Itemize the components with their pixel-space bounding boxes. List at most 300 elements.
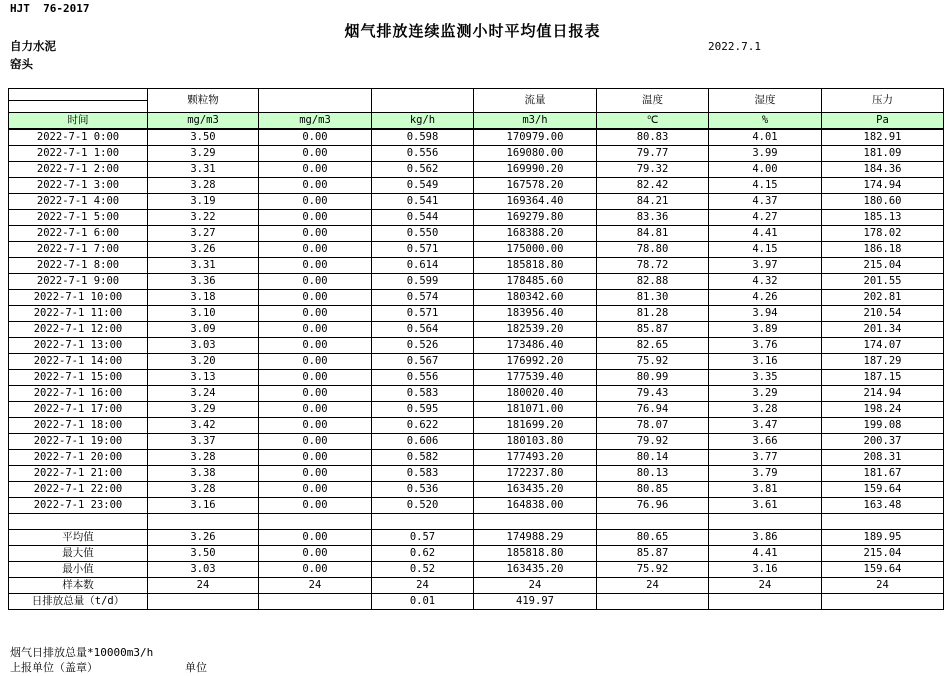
table-row bbox=[9, 386, 944, 402]
table-row bbox=[9, 322, 944, 338]
time-cell: 2022-7-1 16:00 bbox=[9, 386, 148, 402]
value-cell: 176992.20 bbox=[474, 354, 597, 370]
value-cell: 169364.40 bbox=[474, 194, 597, 210]
value-cell: 208.31 bbox=[822, 450, 944, 466]
value-cell: 80.13 bbox=[597, 466, 709, 482]
value-cell: 180342.60 bbox=[474, 290, 597, 306]
value-cell: 82.88 bbox=[597, 274, 709, 290]
value-cell: 4.01 bbox=[709, 129, 822, 146]
time-cell: 2022-7-1 13:00 bbox=[9, 338, 148, 354]
value-cell: 0.00 bbox=[259, 354, 372, 370]
summary-value-cell bbox=[597, 594, 709, 610]
value-cell: 0.564 bbox=[372, 322, 474, 338]
summary-value-cell: 215.04 bbox=[822, 546, 944, 562]
value-cell: 170979.00 bbox=[474, 129, 597, 146]
value-cell: 80.83 bbox=[597, 129, 709, 146]
value-cell: 3.77 bbox=[709, 450, 822, 466]
time-cell: 2022-7-1 22:00 bbox=[9, 482, 148, 498]
value-cell: 0.614 bbox=[372, 258, 474, 274]
value-cell: 182539.20 bbox=[474, 322, 597, 338]
table-row bbox=[9, 162, 944, 178]
time-cell: 2022-7-1 12:00 bbox=[9, 322, 148, 338]
value-cell: 3.89 bbox=[709, 322, 822, 338]
value-cell: 169279.80 bbox=[474, 210, 597, 226]
value-cell: 79.77 bbox=[597, 146, 709, 162]
value-cell: 75.92 bbox=[597, 354, 709, 370]
footer-line bbox=[10, 659, 510, 675]
value-cell: 175000.00 bbox=[474, 242, 597, 258]
summary-value-cell: 189.95 bbox=[822, 530, 944, 546]
value-cell: 3.28 bbox=[148, 450, 259, 466]
value-cell: 3.29 bbox=[148, 402, 259, 418]
unit-pa: Pa bbox=[822, 113, 944, 130]
value-cell: 80.99 bbox=[597, 370, 709, 386]
value-cell: 0.00 bbox=[259, 129, 372, 146]
value-cell: 84.81 bbox=[597, 226, 709, 242]
table-row bbox=[9, 146, 944, 162]
spacer-row bbox=[9, 514, 944, 530]
value-cell: 163435.20 bbox=[474, 482, 597, 498]
value-cell: 85.87 bbox=[597, 322, 709, 338]
summary-row bbox=[9, 530, 944, 546]
summary-value-cell: 24 bbox=[709, 578, 822, 594]
spacer-cell bbox=[474, 514, 597, 530]
table-row bbox=[9, 402, 944, 418]
value-cell: 3.97 bbox=[709, 258, 822, 274]
value-cell: 0.00 bbox=[259, 498, 372, 514]
value-cell: 210.54 bbox=[822, 306, 944, 322]
value-cell: 3.38 bbox=[148, 466, 259, 482]
table-row bbox=[9, 210, 944, 226]
value-cell: 199.08 bbox=[822, 418, 944, 434]
value-cell: 3.47 bbox=[709, 418, 822, 434]
monitoring-table bbox=[8, 88, 944, 610]
value-cell: 3.27 bbox=[148, 226, 259, 242]
value-cell: 0.571 bbox=[372, 242, 474, 258]
value-cell: 3.31 bbox=[148, 258, 259, 274]
summary-label: 平均值 bbox=[9, 530, 148, 546]
value-cell: 76.94 bbox=[597, 402, 709, 418]
value-cell: 0.00 bbox=[259, 226, 372, 242]
value-cell: 3.28 bbox=[709, 402, 822, 418]
summary-value-cell bbox=[148, 594, 259, 610]
value-cell: 182.91 bbox=[822, 129, 944, 146]
station-name: 窑头 bbox=[10, 57, 33, 71]
value-cell: 3.81 bbox=[709, 482, 822, 498]
time-cell: 2022-7-1 4:00 bbox=[9, 194, 148, 210]
summary-label: 最大值 bbox=[9, 546, 148, 562]
time-cell: 2022-7-1 10:00 bbox=[9, 290, 148, 306]
value-cell: 79.43 bbox=[597, 386, 709, 402]
value-cell: 169990.20 bbox=[474, 162, 597, 178]
summary-value-cell: 0.00 bbox=[259, 562, 372, 578]
value-cell: 0.00 bbox=[259, 466, 372, 482]
table-row bbox=[9, 498, 944, 514]
value-cell: 3.94 bbox=[709, 306, 822, 322]
value-cell: 4.41 bbox=[709, 226, 822, 242]
value-cell: 3.50 bbox=[148, 129, 259, 146]
table-row bbox=[9, 242, 944, 258]
value-cell: 0.00 bbox=[259, 306, 372, 322]
summary-value-cell: 24 bbox=[372, 578, 474, 594]
table-row bbox=[9, 290, 944, 306]
value-cell: 3.26 bbox=[148, 242, 259, 258]
summary-label: 最小值 bbox=[9, 562, 148, 578]
time-cell: 2022-7-1 7:00 bbox=[9, 242, 148, 258]
value-cell: 3.36 bbox=[148, 274, 259, 290]
value-cell: 3.76 bbox=[709, 338, 822, 354]
table-row bbox=[9, 434, 944, 450]
value-cell: 177493.20 bbox=[474, 450, 597, 466]
standard-code: HJT 76-2017 bbox=[10, 2, 90, 15]
value-cell: 202.81 bbox=[822, 290, 944, 306]
header-blank-bottom-cell bbox=[9, 101, 148, 113]
spacer-cell bbox=[148, 514, 259, 530]
time-cell: 2022-7-1 21:00 bbox=[9, 466, 148, 482]
value-cell: 3.66 bbox=[709, 434, 822, 450]
value-cell: 3.42 bbox=[148, 418, 259, 434]
value-cell: 0.00 bbox=[259, 290, 372, 306]
value-cell: 201.55 bbox=[822, 274, 944, 290]
spacer-cell bbox=[597, 514, 709, 530]
header-blank-col4 bbox=[372, 89, 474, 113]
value-cell: 0.00 bbox=[259, 482, 372, 498]
value-cell: 3.16 bbox=[709, 354, 822, 370]
value-cell: 184.36 bbox=[822, 162, 944, 178]
table-body bbox=[9, 129, 944, 610]
value-cell: 180020.40 bbox=[474, 386, 597, 402]
time-header: 时间 bbox=[9, 113, 148, 130]
summary-value-cell: 24 bbox=[148, 578, 259, 594]
value-cell: 3.16 bbox=[148, 498, 259, 514]
value-cell: 0.567 bbox=[372, 354, 474, 370]
value-cell: 0.556 bbox=[372, 370, 474, 386]
value-cell: 0.541 bbox=[372, 194, 474, 210]
value-cell: 198.24 bbox=[822, 402, 944, 418]
spacer-cell bbox=[709, 514, 822, 530]
header-temperature: 温度 bbox=[597, 89, 709, 113]
summary-value-cell: 0.01 bbox=[372, 594, 474, 610]
value-cell: 0.550 bbox=[372, 226, 474, 242]
value-cell: 0.526 bbox=[372, 338, 474, 354]
value-cell: 4.27 bbox=[709, 210, 822, 226]
summary-value-cell: 24 bbox=[597, 578, 709, 594]
value-cell: 3.13 bbox=[148, 370, 259, 386]
table-row bbox=[9, 466, 944, 482]
value-cell: 78.80 bbox=[597, 242, 709, 258]
summary-value-cell: 3.16 bbox=[709, 562, 822, 578]
value-cell: 0.562 bbox=[372, 162, 474, 178]
summary-value-cell: 174988.29 bbox=[474, 530, 597, 546]
value-cell: 0.00 bbox=[259, 162, 372, 178]
value-cell: 0.00 bbox=[259, 402, 372, 418]
value-cell: 0.00 bbox=[259, 322, 372, 338]
unit-mgm3-2: mg/m3 bbox=[259, 113, 372, 130]
table-row bbox=[9, 226, 944, 242]
value-cell: 181.09 bbox=[822, 146, 944, 162]
unit-label: 单位 bbox=[185, 661, 207, 674]
time-cell: 2022-7-1 14:00 bbox=[9, 354, 148, 370]
value-cell: 0.00 bbox=[259, 338, 372, 354]
summary-value-cell: 75.92 bbox=[597, 562, 709, 578]
value-cell: 80.85 bbox=[597, 482, 709, 498]
value-cell: 181699.20 bbox=[474, 418, 597, 434]
value-cell: 0.582 bbox=[372, 450, 474, 466]
value-cell: 0.00 bbox=[259, 258, 372, 274]
header-blank-top-cell bbox=[9, 89, 148, 101]
group-header-row bbox=[9, 89, 944, 101]
unit-kgh: kg/h bbox=[372, 113, 474, 130]
value-cell: 173486.40 bbox=[474, 338, 597, 354]
time-cell: 2022-7-1 23:00 bbox=[9, 498, 148, 514]
time-cell: 2022-7-1 5:00 bbox=[9, 210, 148, 226]
time-cell: 2022-7-1 15:00 bbox=[9, 370, 148, 386]
value-cell: 3.19 bbox=[148, 194, 259, 210]
value-cell: 0.00 bbox=[259, 210, 372, 226]
value-cell: 0.520 bbox=[372, 498, 474, 514]
time-cell: 2022-7-1 9:00 bbox=[9, 274, 148, 290]
summary-row bbox=[9, 562, 944, 578]
value-cell: 3.61 bbox=[709, 498, 822, 514]
company-name: 自力水泥 bbox=[10, 39, 56, 53]
value-cell: 3.37 bbox=[148, 434, 259, 450]
value-cell: 4.32 bbox=[709, 274, 822, 290]
table-row bbox=[9, 354, 944, 370]
time-cell: 2022-7-1 1:00 bbox=[9, 146, 148, 162]
summary-value-cell: 0.52 bbox=[372, 562, 474, 578]
time-cell: 2022-7-1 8:00 bbox=[9, 258, 148, 274]
value-cell: 163.48 bbox=[822, 498, 944, 514]
header-pressure: 压力 bbox=[822, 89, 944, 113]
time-cell: 2022-7-1 3:00 bbox=[9, 178, 148, 194]
time-cell: 2022-7-1 18:00 bbox=[9, 418, 148, 434]
value-cell: 3.29 bbox=[709, 386, 822, 402]
value-cell: 174.94 bbox=[822, 178, 944, 194]
summary-label: 样本数 bbox=[9, 578, 148, 594]
value-cell: 79.92 bbox=[597, 434, 709, 450]
table-row bbox=[9, 338, 944, 354]
value-cell: 78.07 bbox=[597, 418, 709, 434]
value-cell: 0.00 bbox=[259, 450, 372, 466]
header-blank-col3 bbox=[259, 89, 372, 113]
value-cell: 79.32 bbox=[597, 162, 709, 178]
value-cell: 3.35 bbox=[709, 370, 822, 386]
report-title: 烟气排放连续监测小时平均值日报表 bbox=[344, 22, 601, 40]
value-cell: 215.04 bbox=[822, 258, 944, 274]
value-cell: 200.37 bbox=[822, 434, 944, 450]
value-cell: 4.00 bbox=[709, 162, 822, 178]
summary-value-cell: 3.86 bbox=[709, 530, 822, 546]
value-cell: 181.67 bbox=[822, 466, 944, 482]
value-cell: 180103.80 bbox=[474, 434, 597, 450]
value-cell: 76.96 bbox=[597, 498, 709, 514]
value-cell: 0.583 bbox=[372, 466, 474, 482]
value-cell: 0.574 bbox=[372, 290, 474, 306]
summary-value-cell: 0.00 bbox=[259, 546, 372, 562]
value-cell: 159.64 bbox=[822, 482, 944, 498]
value-cell: 81.28 bbox=[597, 306, 709, 322]
table-row bbox=[9, 306, 944, 322]
value-cell: 0.599 bbox=[372, 274, 474, 290]
value-cell: 0.00 bbox=[259, 146, 372, 162]
summary-value-cell bbox=[709, 594, 822, 610]
value-cell: 214.94 bbox=[822, 386, 944, 402]
table-row bbox=[9, 450, 944, 466]
header-particulate: 颗粒物 bbox=[148, 89, 259, 113]
value-cell: 4.37 bbox=[709, 194, 822, 210]
value-cell: 3.24 bbox=[148, 386, 259, 402]
value-cell: 187.15 bbox=[822, 370, 944, 386]
table-row bbox=[9, 482, 944, 498]
report-unit-label: 上报单位（盖章） bbox=[10, 661, 98, 674]
header-flow: 流量 bbox=[474, 89, 597, 113]
unit-m3h: m3/h bbox=[474, 113, 597, 130]
time-cell: 2022-7-1 20:00 bbox=[9, 450, 148, 466]
summary-value-cell: 4.41 bbox=[709, 546, 822, 562]
time-cell: 2022-7-1 19:00 bbox=[9, 434, 148, 450]
summary-value-cell: 185818.80 bbox=[474, 546, 597, 562]
value-cell: 180.60 bbox=[822, 194, 944, 210]
unit-percent: % bbox=[709, 113, 822, 130]
value-cell: 183956.40 bbox=[474, 306, 597, 322]
spacer-cell bbox=[822, 514, 944, 530]
value-cell: 0.606 bbox=[372, 434, 474, 450]
value-cell: 82.42 bbox=[597, 178, 709, 194]
value-cell: 0.549 bbox=[372, 178, 474, 194]
value-cell: 3.29 bbox=[148, 146, 259, 162]
value-cell: 80.14 bbox=[597, 450, 709, 466]
value-cell: 3.22 bbox=[148, 210, 259, 226]
table-row bbox=[9, 274, 944, 290]
value-cell: 177539.40 bbox=[474, 370, 597, 386]
unit-mgm3-1: mg/m3 bbox=[148, 113, 259, 130]
time-cell: 2022-7-1 6:00 bbox=[9, 226, 148, 242]
value-cell: 201.34 bbox=[822, 322, 944, 338]
value-cell: 0.00 bbox=[259, 370, 372, 386]
value-cell: 164838.00 bbox=[474, 498, 597, 514]
summary-value-cell: 159.64 bbox=[822, 562, 944, 578]
summary-value-cell: 3.50 bbox=[148, 546, 259, 562]
time-cell: 2022-7-1 17:00 bbox=[9, 402, 148, 418]
value-cell: 3.28 bbox=[148, 178, 259, 194]
value-cell: 0.00 bbox=[259, 386, 372, 402]
value-cell: 0.00 bbox=[259, 418, 372, 434]
summary-value-cell: 24 bbox=[822, 578, 944, 594]
value-cell: 3.18 bbox=[148, 290, 259, 306]
summary-value-cell: 0.57 bbox=[372, 530, 474, 546]
summary-value-cell bbox=[822, 594, 944, 610]
value-cell: 0.556 bbox=[372, 146, 474, 162]
value-cell: 0.595 bbox=[372, 402, 474, 418]
value-cell: 83.36 bbox=[597, 210, 709, 226]
summary-row bbox=[9, 546, 944, 562]
value-cell: 167578.20 bbox=[474, 178, 597, 194]
summary-label: 日排放总量（t/d） bbox=[9, 594, 148, 610]
summary-value-cell: 80.65 bbox=[597, 530, 709, 546]
value-cell: 82.65 bbox=[597, 338, 709, 354]
summary-value-cell: 0.00 bbox=[259, 530, 372, 546]
value-cell: 185.13 bbox=[822, 210, 944, 226]
value-cell: 174.07 bbox=[822, 338, 944, 354]
header-humidity: 湿度 bbox=[709, 89, 822, 113]
summary-row bbox=[9, 594, 944, 610]
summary-row bbox=[9, 578, 944, 594]
summary-value-cell: 163435.20 bbox=[474, 562, 597, 578]
summary-value-cell bbox=[259, 594, 372, 610]
time-cell: 2022-7-1 2:00 bbox=[9, 162, 148, 178]
value-cell: 84.21 bbox=[597, 194, 709, 210]
value-cell: 181071.00 bbox=[474, 402, 597, 418]
value-cell: 4.15 bbox=[709, 242, 822, 258]
value-cell: 0.00 bbox=[259, 274, 372, 290]
value-cell: 0.536 bbox=[372, 482, 474, 498]
table-row bbox=[9, 194, 944, 210]
summary-value-cell: 85.87 bbox=[597, 546, 709, 562]
value-cell: 185818.80 bbox=[474, 258, 597, 274]
value-cell: 3.28 bbox=[148, 482, 259, 498]
table-row bbox=[9, 418, 944, 434]
value-cell: 3.79 bbox=[709, 466, 822, 482]
summary-value-cell: 24 bbox=[259, 578, 372, 594]
value-cell: 172237.80 bbox=[474, 466, 597, 482]
value-cell: 186.18 bbox=[822, 242, 944, 258]
value-cell: 0.598 bbox=[372, 129, 474, 146]
value-cell: 178.02 bbox=[822, 226, 944, 242]
spacer-cell bbox=[9, 514, 148, 530]
unit-header-row bbox=[9, 113, 944, 130]
value-cell: 78.72 bbox=[597, 258, 709, 274]
value-cell: 3.10 bbox=[148, 306, 259, 322]
value-cell: 187.29 bbox=[822, 354, 944, 370]
report-date: 2022.7.1 bbox=[708, 40, 761, 53]
value-cell: 3.31 bbox=[148, 162, 259, 178]
value-cell: 81.30 bbox=[597, 290, 709, 306]
value-cell: 3.20 bbox=[148, 354, 259, 370]
value-cell: 169080.00 bbox=[474, 146, 597, 162]
spacer-cell bbox=[259, 514, 372, 530]
table-row bbox=[9, 370, 944, 386]
value-cell: 0.00 bbox=[259, 242, 372, 258]
value-cell: 0.622 bbox=[372, 418, 474, 434]
value-cell: 0.544 bbox=[372, 210, 474, 226]
value-cell: 0.00 bbox=[259, 194, 372, 210]
summary-value-cell: 0.62 bbox=[372, 546, 474, 562]
value-cell: 0.00 bbox=[259, 434, 372, 450]
value-cell: 4.26 bbox=[709, 290, 822, 306]
value-cell: 3.99 bbox=[709, 146, 822, 162]
value-cell: 3.03 bbox=[148, 338, 259, 354]
flow-total-note: 烟气日排放总量*10000m3/h bbox=[10, 646, 154, 659]
summary-value-cell: 419.97 bbox=[474, 594, 597, 610]
value-cell: 3.09 bbox=[148, 322, 259, 338]
table-row bbox=[9, 129, 944, 146]
summary-value-cell: 24 bbox=[474, 578, 597, 594]
summary-value-cell: 3.03 bbox=[148, 562, 259, 578]
unit-celsius: ℃ bbox=[597, 113, 709, 130]
value-cell: 0.00 bbox=[259, 178, 372, 194]
time-cell: 2022-7-1 0:00 bbox=[9, 129, 148, 146]
value-cell: 168388.20 bbox=[474, 226, 597, 242]
table-row bbox=[9, 258, 944, 274]
summary-value-cell: 3.26 bbox=[148, 530, 259, 546]
value-cell: 178485.60 bbox=[474, 274, 597, 290]
value-cell: 0.571 bbox=[372, 306, 474, 322]
value-cell: 0.583 bbox=[372, 386, 474, 402]
value-cell: 4.15 bbox=[709, 178, 822, 194]
spacer-cell bbox=[372, 514, 474, 530]
table-row bbox=[9, 178, 944, 194]
time-cell: 2022-7-1 11:00 bbox=[9, 306, 148, 322]
